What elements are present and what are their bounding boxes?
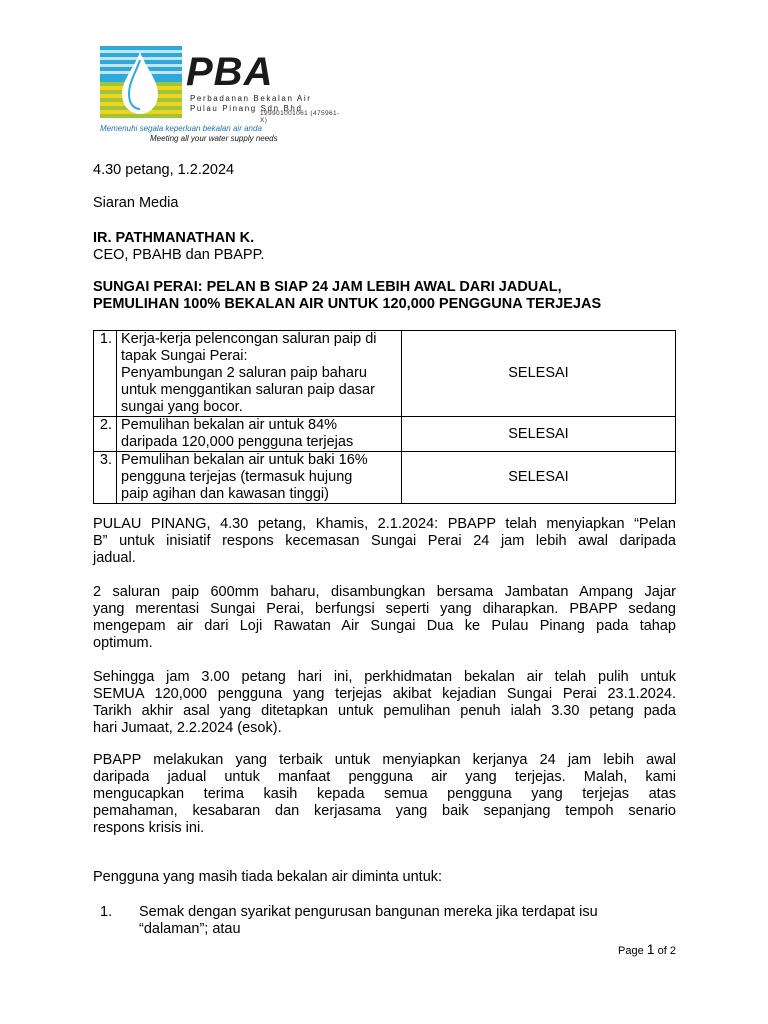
water-drop-logo-icon <box>100 46 182 118</box>
page-number <box>618 942 676 958</box>
task-description-line: Pemulihan bekalan air untuk baki 16% <box>121 452 368 468</box>
task-number: 1. <box>94 331 117 417</box>
paragraph-line: optimum. <box>93 635 153 651</box>
instruction-intro: Pengguna yang masih tiada bekalan air diminta untuk: <box>93 869 443 885</box>
author-title: CEO, PBAHB dan PBAPP. <box>93 247 265 263</box>
logo-name-line2: Pulau Pinang Sdn Bhd <box>190 104 303 113</box>
paragraph-line: Tarikh akhir asal yang ditetapkan untuk pemulihan penuh ialah 3.30 petang pada <box>93 703 676 719</box>
task-status: SELESAI <box>402 417 676 452</box>
task-description-line: pengguna terjejas (termasuk hujung <box>121 469 353 485</box>
logo-registration-number: 199901001061 (475961-X) <box>260 110 340 124</box>
paragraph-line: Sehingga jam 3.00 petang hari ini, perkhidmatan bekalan air telah pulih untuk <box>93 669 676 685</box>
paragraph-line: hari Jumaat, 2.2.2024 (esok). <box>93 720 282 736</box>
logo-name-line1: Perbadanan Bekalan Air <box>190 94 312 103</box>
paragraph-3 <box>93 669 676 737</box>
paragraph-line: PULAU PINANG, 4.30 petang, Khamis, 2.1.2024: PBAPP telah menyiapkan “Pelan <box>93 516 676 532</box>
page-label: Page <box>618 945 644 957</box>
task-description-line: Kerja-kerja pelencongan saluran paip di <box>121 331 377 347</box>
list-item-line: Semak dengan syarikat pengurusan bangunan mereka jika terdapat isu <box>139 904 598 920</box>
task-number: 3. <box>94 452 117 504</box>
paragraph-line: B” untuk inisiatif respons kecemasan Sungai Perai 24 jam lebih awal daripada <box>93 533 676 549</box>
logo-tagline-english: Meeting all your water supply needs <box>150 134 278 143</box>
paragraph-line: daripada jadual untuk manfaat pengguna air yang terjejas. Malah, kami <box>93 769 676 785</box>
paragraph-line: pemahaman, kesabaran dan kerjasama yang baik sepanjang tempoh senario <box>93 803 676 819</box>
paragraph-line: 2 saluran paip 600mm baharu, disambungkan bersama Jambatan Ampang Jajar <box>93 584 676 600</box>
task-description-line: sungai yang bocor. <box>121 399 243 415</box>
task-status: SELESAI <box>402 452 676 504</box>
task-description-line: tapak Sungai Perai: <box>121 348 248 364</box>
table-row <box>94 331 676 417</box>
task-description-line: paip agihan dan kawasan tinggi) <box>121 486 329 502</box>
paragraph-line: mengepam air dari Loji Rawatan Air Sungai Dua ke Pulau Pinang pada tahap <box>93 618 676 634</box>
release-datetime: 4.30 petang, 1.2.2024 <box>93 162 235 178</box>
list-item-text <box>139 904 659 938</box>
logo-tagline-malay: Memenuhi segala keperluan bekalan air anda <box>100 124 262 133</box>
paragraph-line: yang merentasi Sungai Perai, berfungsi seperti yang diharapkan. PBAPP sedang <box>93 601 676 617</box>
task-description-line: Penyambungan 2 saluran paip baharu <box>121 365 367 381</box>
task-description-line: untuk menggantikan saluran paip dasar <box>121 382 375 398</box>
list-item-number: 1. <box>100 904 113 920</box>
page-current: 1 <box>646 941 655 957</box>
task-description <box>117 417 402 452</box>
table-row <box>94 452 676 504</box>
paragraph-4 <box>93 752 676 837</box>
task-description <box>117 452 402 504</box>
paragraph-line: respons krisis ini. <box>93 820 205 836</box>
paragraph-line: mengucapkan terima kasih kepada semua pengguna yang terjejas atas <box>93 786 676 802</box>
task-description <box>117 331 402 417</box>
document-type: Siaran Media <box>93 195 179 211</box>
paragraph-2 <box>93 584 676 652</box>
status-table <box>93 330 676 504</box>
paragraph-line: jadual. <box>93 550 136 566</box>
headline-line1: SUNGAI PERAI: PELAN B SIAP 24 JAM LEBIH AWAL DARI JADUAL, <box>93 279 562 295</box>
paragraph-line: PBAPP melakukan yang terbaik untuk menyiapkan kerjanya 24 jam lebih awal <box>93 752 676 768</box>
list-item-line: “dalaman”; atau <box>139 921 241 937</box>
task-description-line: Pemulihan bekalan air untuk 84% <box>121 417 338 433</box>
paragraph-1 <box>93 516 676 567</box>
table-row <box>94 417 676 452</box>
author-name: IR. PATHMANATHAN K. <box>93 230 255 246</box>
task-description-line: daripada 120,000 pengguna terjejas <box>121 434 354 450</box>
task-status: SELESAI <box>402 331 676 417</box>
pba-logo <box>100 46 340 146</box>
task-number: 2. <box>94 417 117 452</box>
logo-wordmark: PBA <box>186 50 274 94</box>
paragraph-line: SEMUA 120,000 pengguna yang terjejas akibat kejadian Sungai Perai 23.1.2024. <box>93 686 676 702</box>
page-total: of 2 <box>657 945 676 957</box>
headline-line2: PEMULIHAN 100% BEKALAN AIR UNTUK 120,000 PENGGUNA TERJEJAS <box>93 296 602 312</box>
